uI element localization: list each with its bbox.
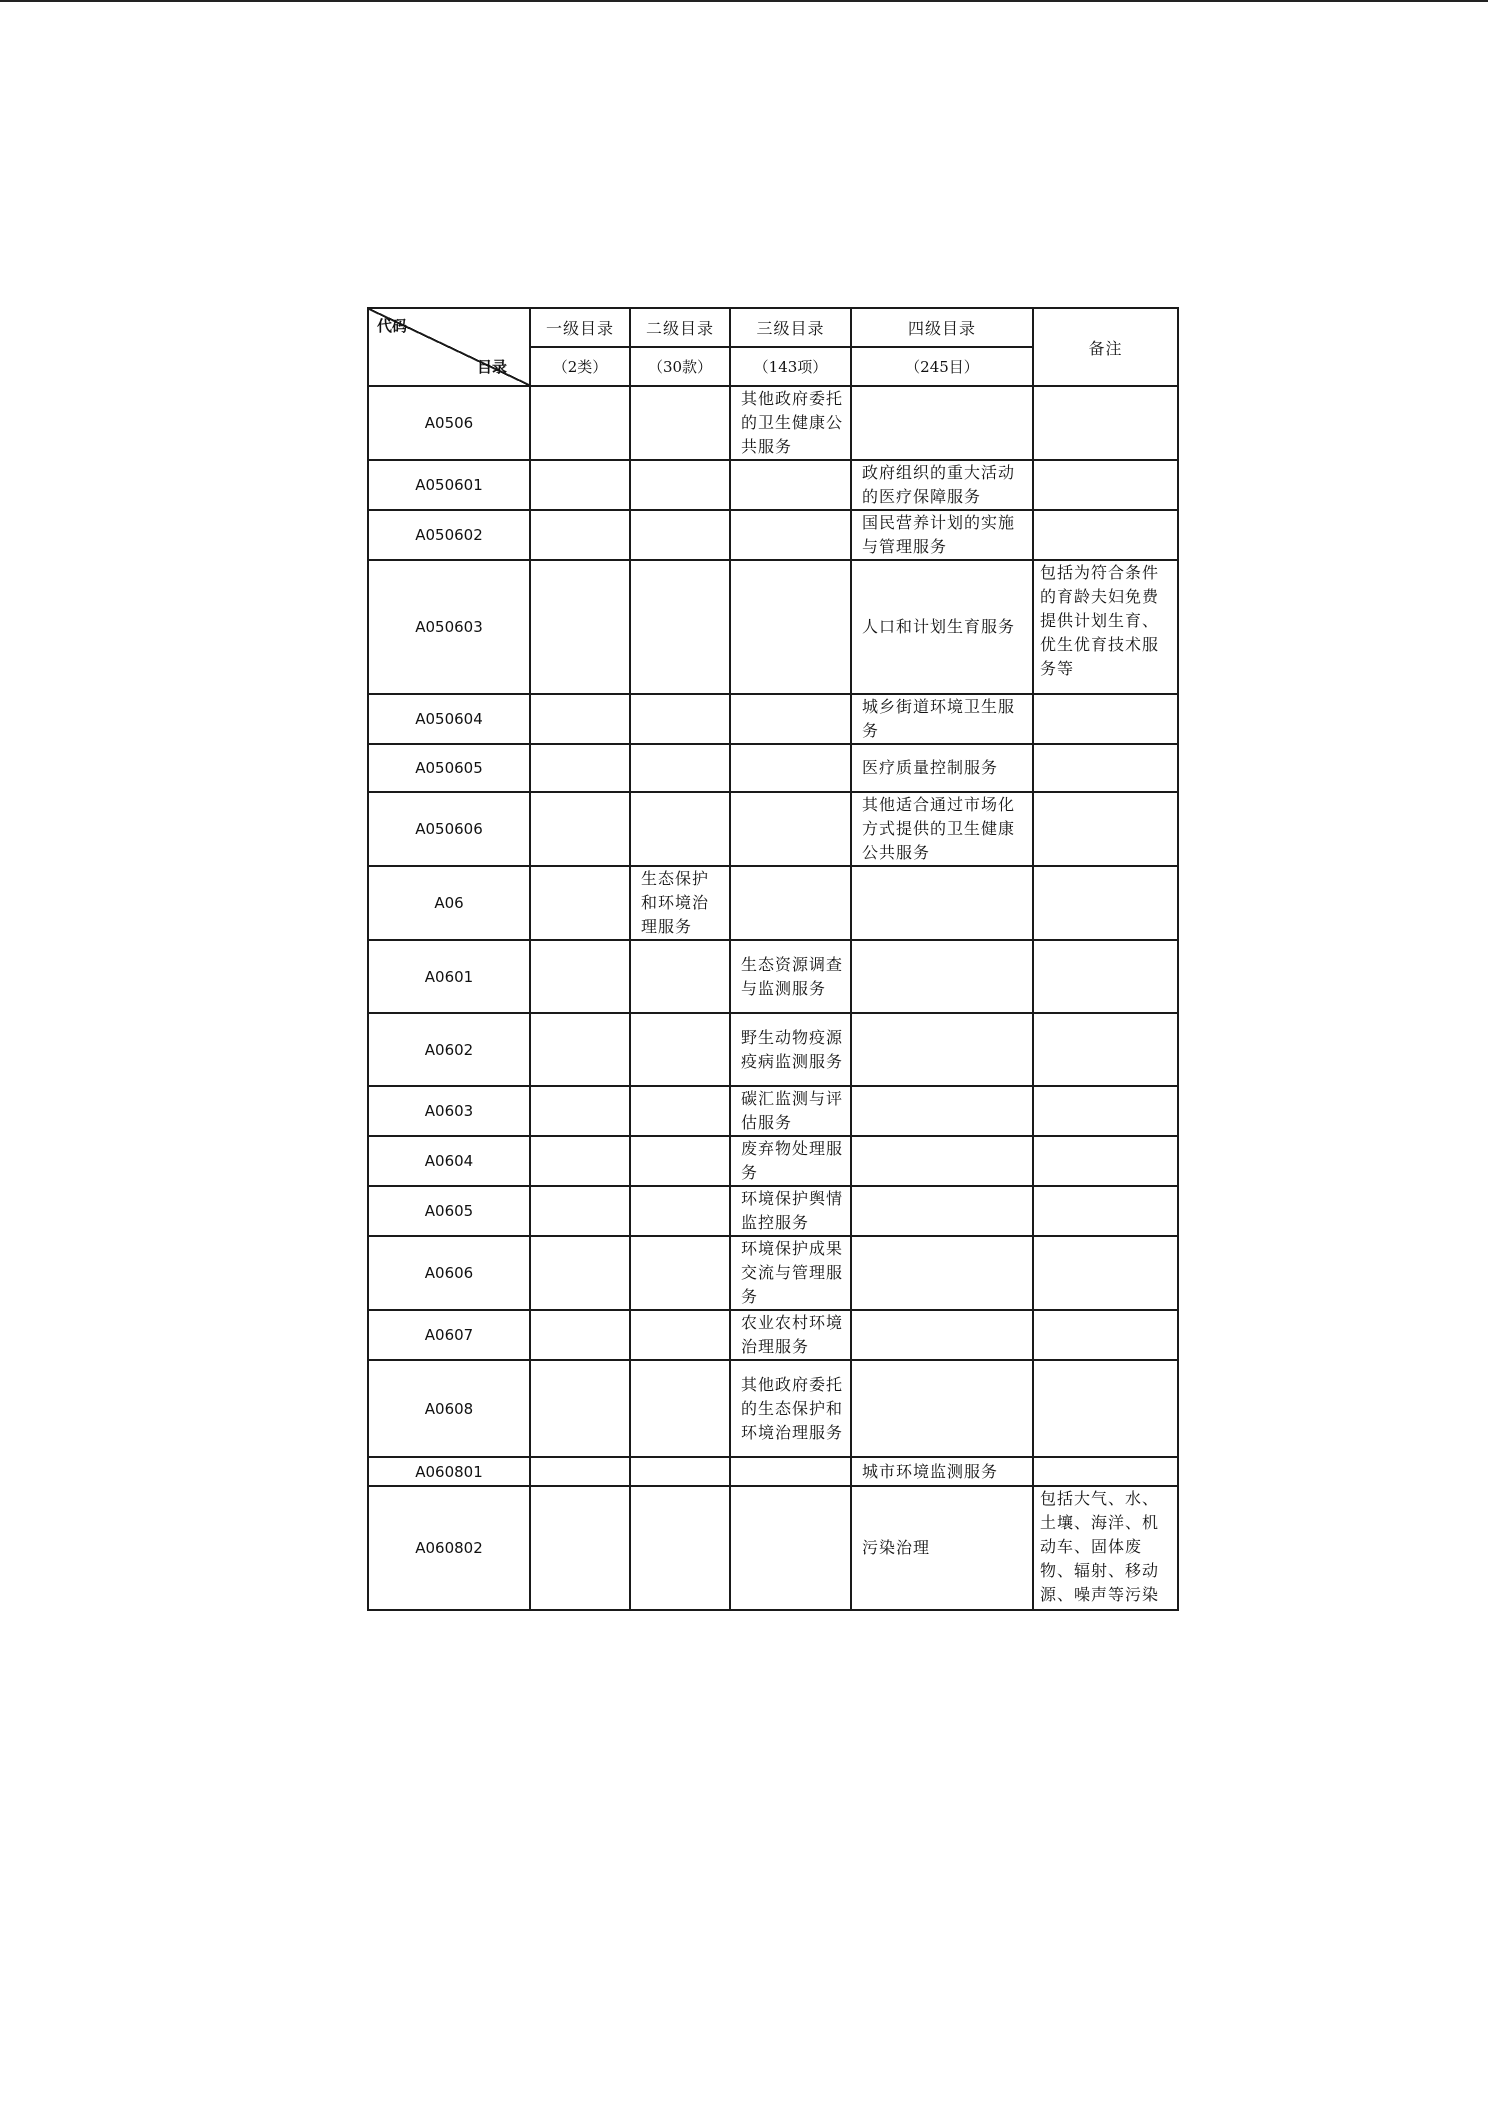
row-level1: [530, 694, 630, 744]
row-level3: [730, 744, 851, 792]
row-remarks: [1033, 694, 1178, 744]
header-level1: 一级目录: [530, 308, 630, 347]
row-level1: [530, 1086, 630, 1136]
row-level4: [851, 866, 1033, 940]
row-level1: [530, 560, 630, 694]
row-code: A0608: [368, 1360, 530, 1457]
row-level2: [630, 1013, 730, 1086]
row-level2: [630, 1236, 730, 1310]
table-row: [368, 866, 1178, 940]
table-row: [368, 1486, 1178, 1610]
row-level1: [530, 1013, 630, 1086]
row-level2: [630, 510, 730, 560]
row-level2: [630, 386, 730, 460]
row-remarks: [1033, 1186, 1178, 1236]
row-level4: [851, 1086, 1033, 1136]
table-row: [368, 694, 1178, 744]
row-level2: [630, 1136, 730, 1186]
row-remarks: [1033, 386, 1178, 460]
row-remarks: [1033, 1013, 1178, 1086]
row-level3: 其他政府委托的卫生健康公共服务: [730, 386, 851, 460]
row-level4: 其他适合通过市场化方式提供的卫生健康公共服务: [851, 792, 1033, 866]
row-level1: [530, 1186, 630, 1236]
row-level1: [530, 1360, 630, 1457]
header-level3-count: （143项）: [730, 347, 851, 386]
row-level3: 生态资源调查与监测服务: [730, 940, 851, 1013]
header-level4-count: （245目）: [851, 347, 1033, 386]
row-level3: [730, 510, 851, 560]
row-code: A050602: [368, 510, 530, 560]
row-level4: [851, 386, 1033, 460]
row-level1: [530, 1486, 630, 1610]
row-level2: [630, 792, 730, 866]
row-level3: 碳汇监测与评估服务: [730, 1086, 851, 1136]
row-level1: [530, 1457, 630, 1486]
row-code: A050603: [368, 560, 530, 694]
row-level3: [730, 866, 851, 940]
row-level2: 生态保护和环境治理服务: [630, 866, 730, 940]
header-level3: 三级目录: [730, 308, 851, 347]
row-level4: 医疗质量控制服务: [851, 744, 1033, 792]
table-body: [368, 386, 1178, 1610]
row-code: A0605: [368, 1186, 530, 1236]
row-code: A0601: [368, 940, 530, 1013]
row-level4: 国民营养计划的实施与管理服务: [851, 510, 1033, 560]
row-level3: [730, 560, 851, 694]
table-row: [368, 792, 1178, 866]
row-code: A0506: [368, 386, 530, 460]
row-level4: [851, 1360, 1033, 1457]
row-code: A060801: [368, 1457, 530, 1486]
row-level1: [530, 940, 630, 1013]
table-row: [368, 1457, 1178, 1486]
row-remarks: [1033, 1086, 1178, 1136]
row-level2: [630, 1186, 730, 1236]
header-level1-count: （2类）: [530, 347, 630, 386]
row-level1: [530, 792, 630, 866]
row-remarks: [1033, 792, 1178, 866]
row-remarks: 包括大气、水、土壤、海洋、机动车、固体废物、辐射、移动源、噪声等污染: [1033, 1486, 1178, 1610]
row-code: A050601: [368, 460, 530, 510]
table-row: [368, 1310, 1178, 1360]
row-level4: [851, 940, 1033, 1013]
row-level2: [630, 1457, 730, 1486]
row-level2: [630, 1086, 730, 1136]
page-top-edge: [0, 0, 1488, 2]
row-remarks: 包括为符合条件的育龄夫妇免费提供计划生育、优生优育技术服务等: [1033, 560, 1178, 694]
table-row: [368, 1360, 1178, 1457]
row-code: A060802: [368, 1486, 530, 1610]
service-catalog-table: [367, 307, 1179, 1611]
row-level1: [530, 1310, 630, 1360]
table-row: [368, 1086, 1178, 1136]
table-row: [368, 1013, 1178, 1086]
row-remarks: [1033, 1360, 1178, 1457]
table-row: [368, 744, 1178, 792]
row-level4: 人口和计划生育服务: [851, 560, 1033, 694]
row-level2: [630, 1310, 730, 1360]
table-row: [368, 1136, 1178, 1186]
row-remarks: [1033, 744, 1178, 792]
row-level4: [851, 1136, 1033, 1186]
row-level3: [730, 792, 851, 866]
row-level3: 野生动物疫源疫病监测服务: [730, 1013, 851, 1086]
row-remarks: [1033, 866, 1178, 940]
row-remarks: [1033, 1310, 1178, 1360]
row-code: A0606: [368, 1236, 530, 1310]
row-level1: [530, 1236, 630, 1310]
row-level3: 其他政府委托的生态保护和环境治理服务: [730, 1360, 851, 1457]
row-remarks: [1033, 460, 1178, 510]
row-level1: [530, 460, 630, 510]
table-row: [368, 460, 1178, 510]
row-level1: [530, 510, 630, 560]
table-row: [368, 510, 1178, 560]
row-remarks: [1033, 1236, 1178, 1310]
table-row: [368, 386, 1178, 460]
table-row: [368, 560, 1178, 694]
row-code: A050604: [368, 694, 530, 744]
row-remarks: [1033, 510, 1178, 560]
row-code: A0604: [368, 1136, 530, 1186]
row-remarks: [1033, 940, 1178, 1013]
header-level2: 二级目录: [630, 308, 730, 347]
row-code: A0603: [368, 1086, 530, 1136]
row-level4: 城乡街道环境卫生服务: [851, 694, 1033, 744]
row-level2: [630, 1360, 730, 1457]
row-level2: [630, 460, 730, 510]
row-level4: [851, 1013, 1033, 1086]
row-level2: [630, 1486, 730, 1610]
row-remarks: [1033, 1457, 1178, 1486]
row-level1: [530, 386, 630, 460]
row-code: A06: [368, 866, 530, 940]
row-level3: [730, 694, 851, 744]
row-level2: [630, 694, 730, 744]
row-level4: 城市环境监测服务: [851, 1457, 1033, 1486]
header-diagonal-cell: [368, 308, 530, 386]
row-level2: [630, 560, 730, 694]
row-level2: [630, 744, 730, 792]
row-level2: [630, 940, 730, 1013]
row-remarks: [1033, 1136, 1178, 1186]
row-level1: [530, 744, 630, 792]
header-level2-count: （30款）: [630, 347, 730, 386]
table-row: [368, 1236, 1178, 1310]
table-row: [368, 940, 1178, 1013]
header-code-label: 代码: [377, 317, 408, 335]
row-level3: 环境保护舆情监控服务: [730, 1186, 851, 1236]
row-level1: [530, 866, 630, 940]
row-level1: [530, 1136, 630, 1186]
row-code: A0602: [368, 1013, 530, 1086]
header-remarks: 备注: [1033, 308, 1178, 386]
row-level3: 农业农村环境治理服务: [730, 1310, 851, 1360]
row-level4: 政府组织的重大活动的医疗保障服务: [851, 460, 1033, 510]
row-code: A0607: [368, 1310, 530, 1360]
row-level3: [730, 1486, 851, 1610]
row-code: A050606: [368, 792, 530, 866]
row-code: A050605: [368, 744, 530, 792]
row-level4: 污染治理: [851, 1486, 1033, 1610]
row-level4: [851, 1186, 1033, 1236]
header-catalog-label: 目录: [476, 358, 507, 376]
row-level3: [730, 1457, 851, 1486]
table-row: [368, 1186, 1178, 1236]
row-level3: 环境保护成果交流与管理服务: [730, 1236, 851, 1310]
row-level4: [851, 1236, 1033, 1310]
row-level3: [730, 460, 851, 510]
row-level3: 废弃物处理服务: [730, 1136, 851, 1186]
header-level4: 四级目录: [851, 308, 1033, 347]
row-level4: [851, 1310, 1033, 1360]
table-header: [368, 308, 1178, 386]
